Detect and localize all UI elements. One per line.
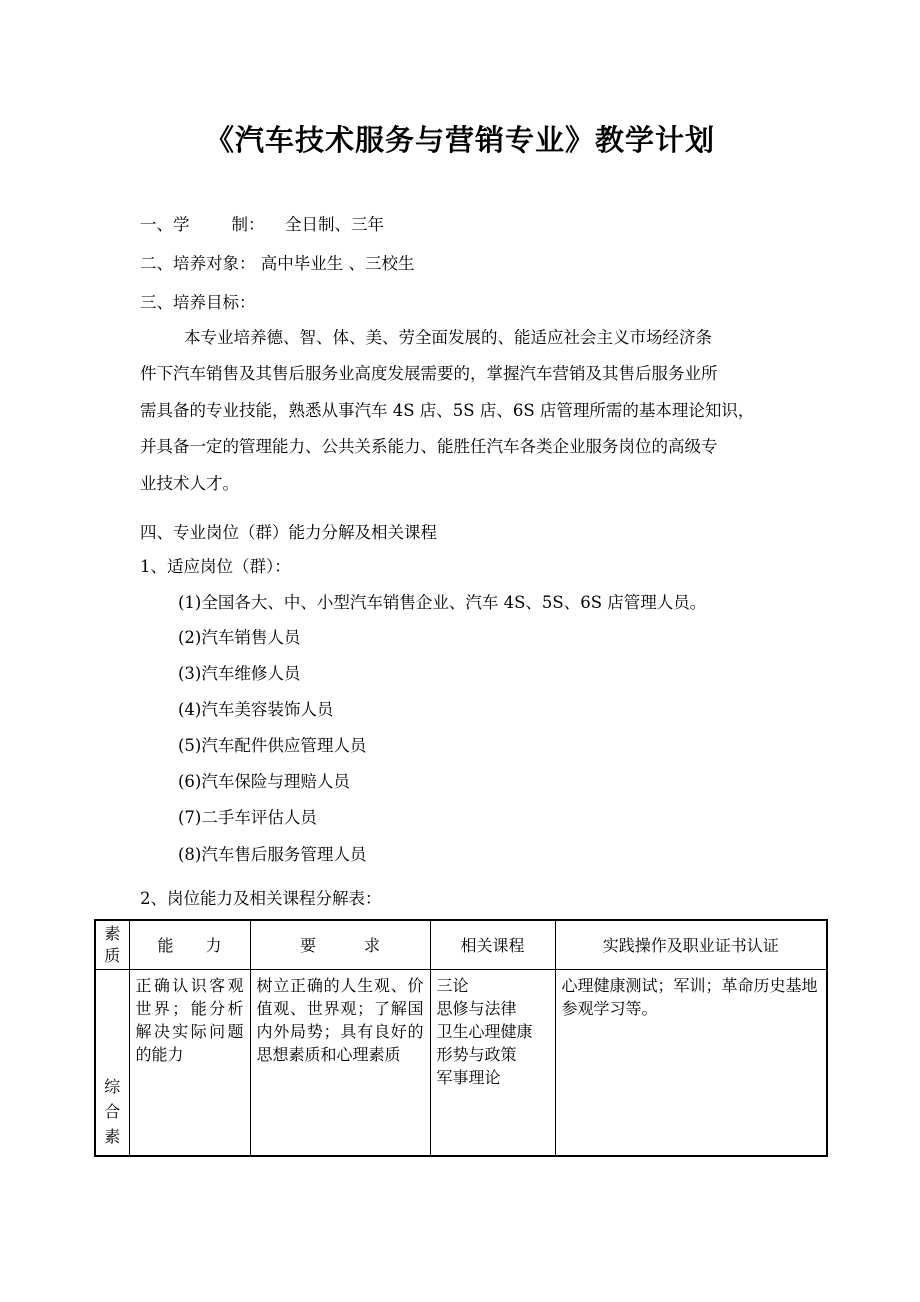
document-title: 《汽车技术服务与营销专业》教学计划 <box>204 123 715 157</box>
target-line <box>140 250 415 274</box>
course-item: 思修与法律 <box>436 999 517 1018</box>
schooling-line <box>140 211 384 235</box>
target-value: 高中毕业生 、三校生 <box>260 254 415 273</box>
header-quality: 素 质 <box>95 920 129 970</box>
header-practice: 实践操作及职业证书认证 <box>555 920 827 970</box>
post-item: (1)全国各大、中、小型汽车销售企业、汽车 4S、5S、6S 店管理人员。 <box>178 593 707 612</box>
course-item: 形势与政策 <box>436 1045 517 1064</box>
table-row <box>95 970 827 1156</box>
cell-courses <box>430 970 555 1156</box>
post-item: (2)汽车销售人员 <box>178 628 301 647</box>
goal-line-3: 需具备的专业技能，熟悉从事汽车 4S 店、5S 店、6S 店管理所需的基本理论知识， <box>140 401 755 420</box>
goal-line-4: 并具备一定的管理能力、公共关系能力、能胜任汽车各类企业服务岗位的高级专 <box>140 437 718 456</box>
post-item: (8)汽车售后服务管理人员 <box>178 845 367 864</box>
ability-course-table <box>94 919 828 1157</box>
goal-label: 三、培养目标： <box>140 293 256 312</box>
goal-line-1: 本专业培养德、智、体、美、劳全面发展的、能适应社会主义市场经济条 <box>184 328 712 347</box>
schooling-label-b: 制： <box>231 215 265 234</box>
schooling-label-a: 一、学 <box>140 215 190 234</box>
cell-requirement: 树立正确的人生观、价值观、世界观；了解国内外局势；具有良好的思想素质和心理素质 <box>250 970 430 1156</box>
header-requirement: 要 求 <box>250 920 430 970</box>
goal-line-5: 业技术人才。 <box>140 474 239 493</box>
post-item: (7)二手车评估人员 <box>178 808 317 827</box>
course-item: 三论 <box>436 976 469 995</box>
course-item: 军事理论 <box>436 1068 501 1087</box>
post-item: (4)汽车美容装饰人员 <box>178 700 334 719</box>
course-item: 卫生心理健康 <box>436 1022 533 1041</box>
posts-heading: 1、适应岗位（群）： <box>140 557 291 576</box>
table-header-row <box>95 920 827 970</box>
target-label: 二、培养对象： <box>140 254 256 273</box>
cell-ability: 正确认识客观世界；能分析解决实际问题的能力 <box>129 970 250 1156</box>
table-caption: 2、岗位能力及相关课程分解表： <box>140 889 382 908</box>
header-courses: 相关课程 <box>430 920 555 970</box>
schooling-value: 全日制、三年 <box>285 215 384 234</box>
header-ability: 能 力 <box>129 920 250 970</box>
ability-heading: 四、专业岗位（群）能力分解及相关课程 <box>140 523 437 542</box>
post-item: (5)汽车配件供应管理人员 <box>178 736 367 755</box>
goal-line-2: 件下汽车销售及其售后服务业高度发展需要的，掌握汽车营销及其售后服务业所 <box>140 364 718 383</box>
cell-practice: 心理健康测试；军训；革命历史基地参观学习等。 <box>555 970 827 1156</box>
post-item: (3)汽车维修人员 <box>178 664 301 683</box>
post-item: (6)汽车保险与理赔人员 <box>178 772 350 791</box>
cell-quality: 综 合 素 <box>95 970 129 1156</box>
